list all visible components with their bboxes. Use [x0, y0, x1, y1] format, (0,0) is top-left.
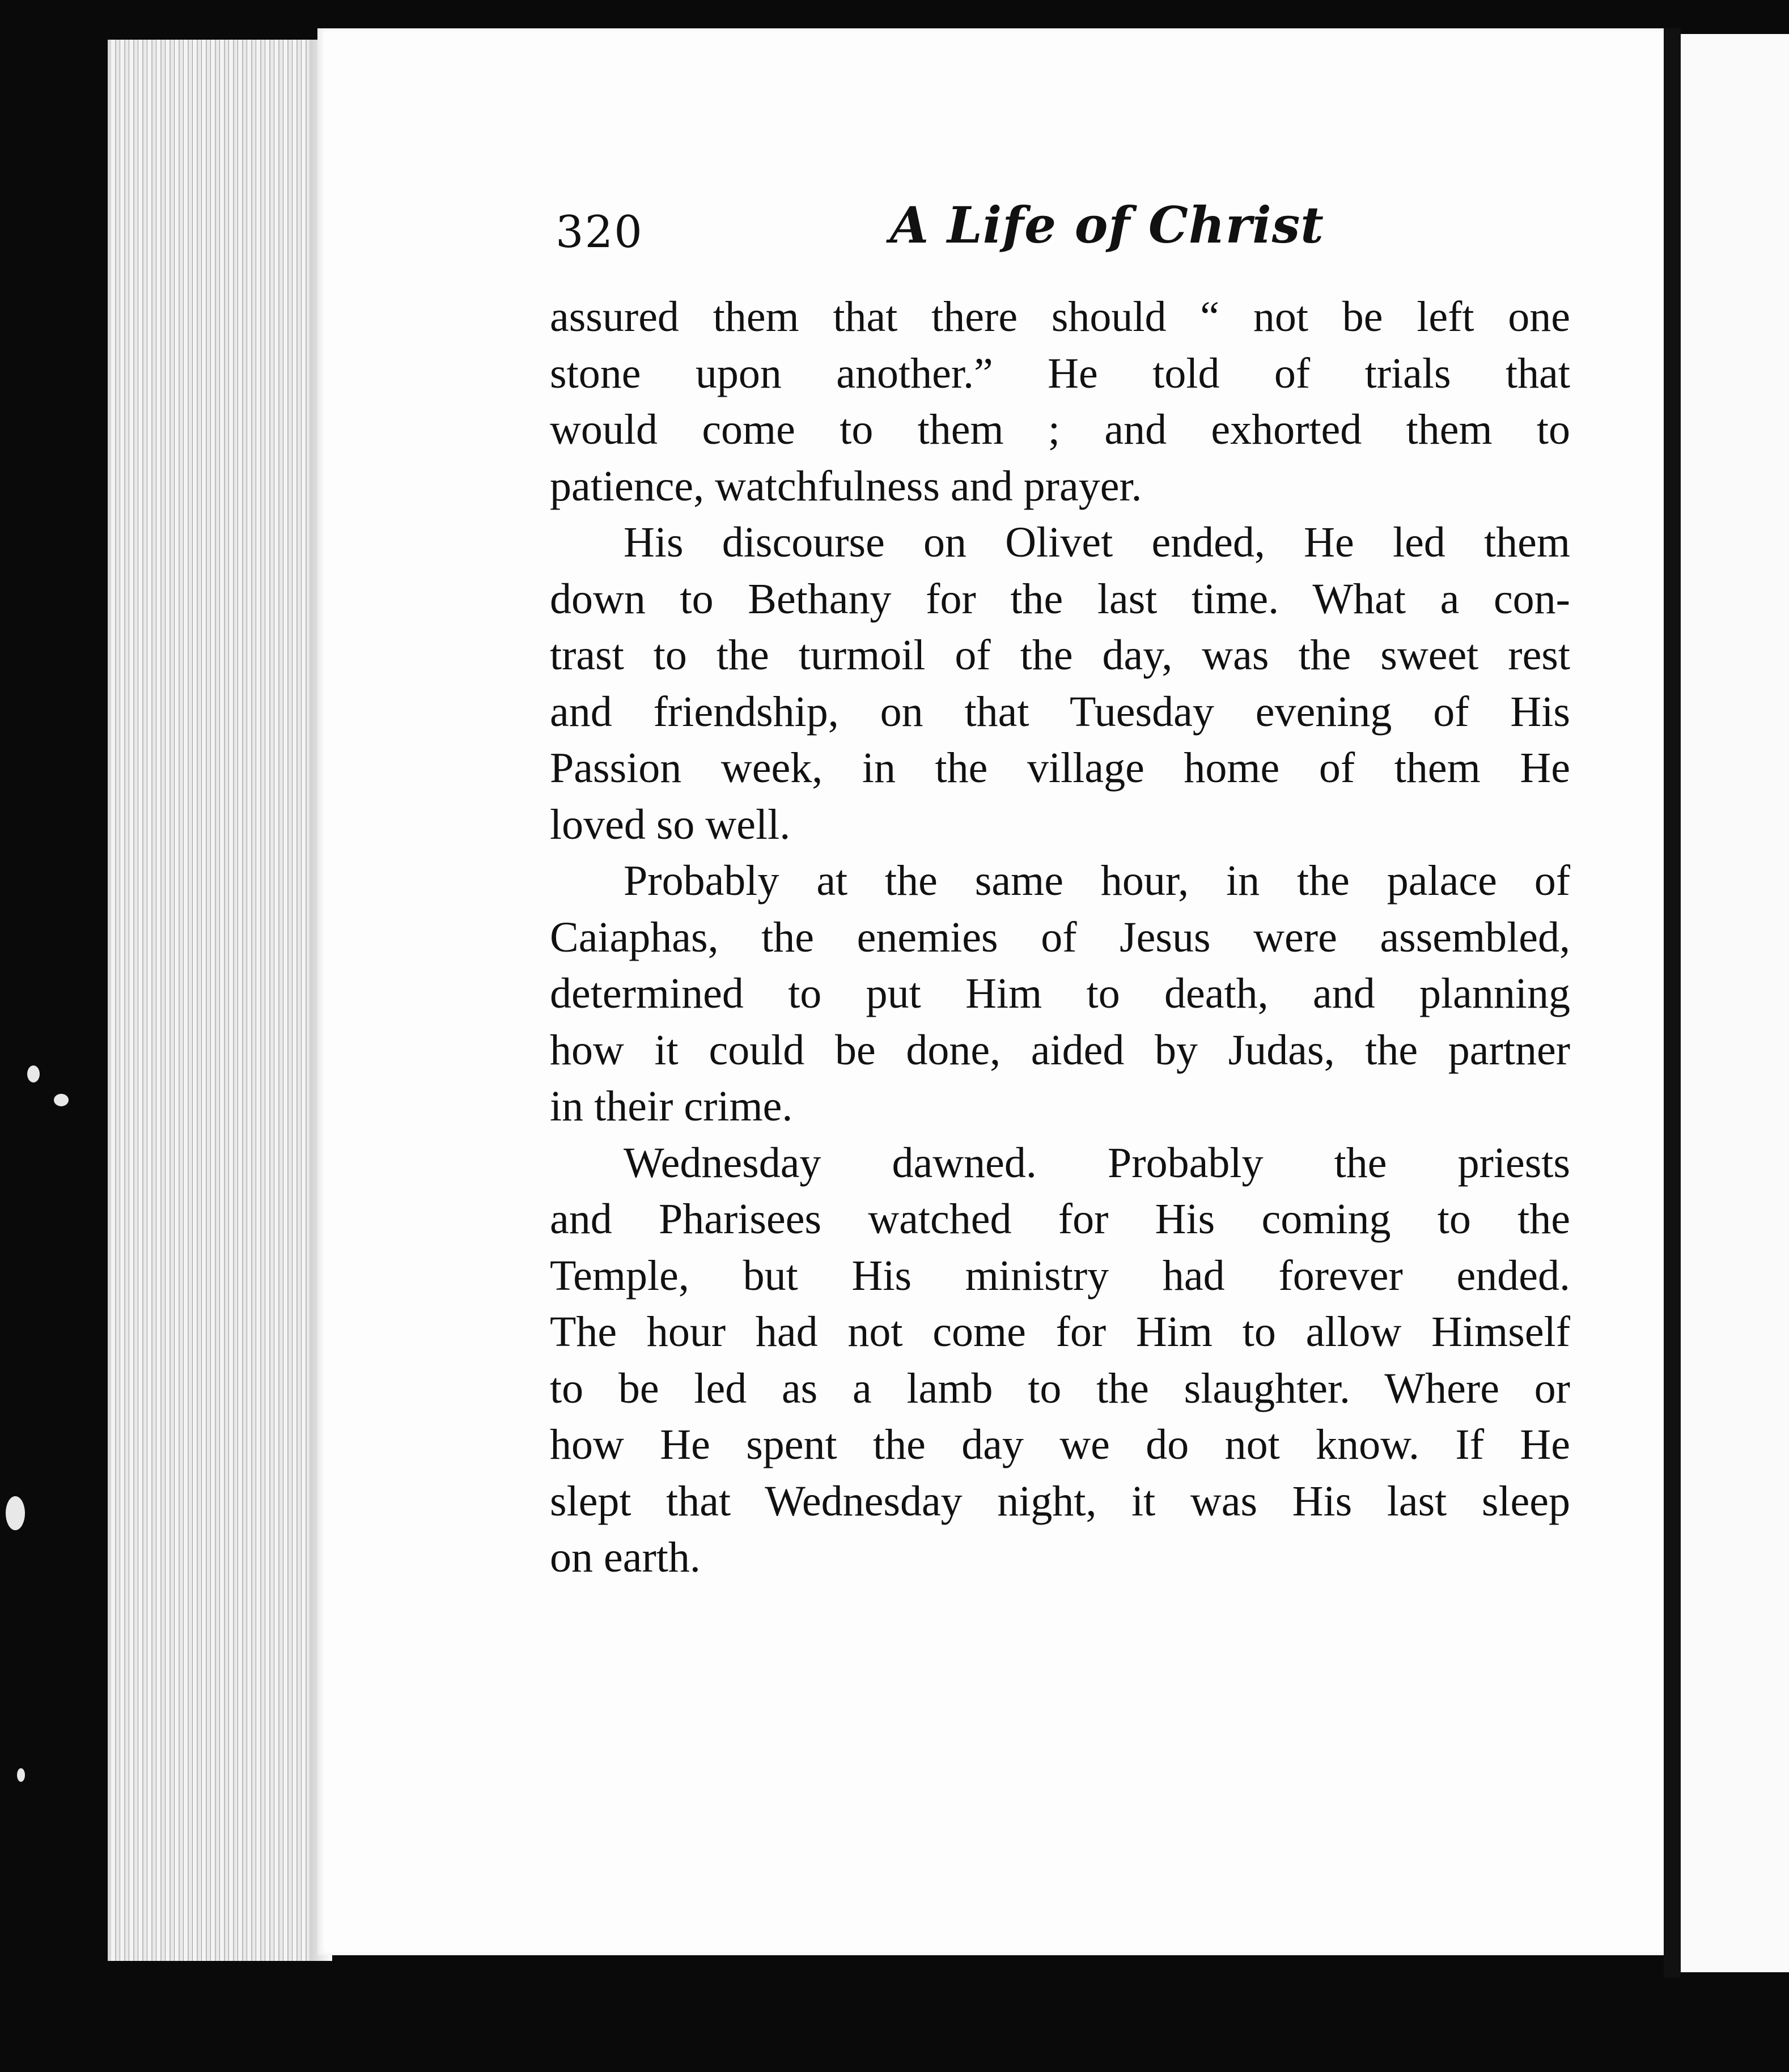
text-line: and Pharisees watched for His coming to the	[550, 1195, 1570, 1243]
margin-speck	[54, 1094, 69, 1106]
text-line: on earth.	[550, 1534, 701, 1581]
paragraph	[550, 1135, 1570, 1586]
margin-speck	[27, 1065, 40, 1082]
text-line: The hour had not come for Him to allow Himself	[550, 1308, 1570, 1356]
text-line: Wednesday dawned. Probably the priests	[624, 1139, 1570, 1187]
text-line: down to Bethany for the last time. What a con-	[550, 575, 1570, 623]
text-line: His discourse on Olivet ended, He led them	[624, 519, 1570, 566]
paragraph	[550, 515, 1570, 853]
book-gutter	[1664, 28, 1681, 1978]
text-line: Caiaphas, the enemies of Jesus were assembled,	[550, 913, 1570, 961]
stacked-page-edges	[108, 40, 332, 1961]
text-line: and friendship, on that Tuesday evening of His	[550, 687, 1570, 736]
book-title: A Life of Christ	[890, 196, 1324, 254]
paragraph	[550, 289, 1570, 515]
text-line: would come to them ; and exhorted them to	[550, 406, 1570, 453]
text-line: slept that Wednesday night, it was His last sleep	[550, 1477, 1570, 1525]
text-line: trast to the turmoil of the day, was the sweet rest	[550, 631, 1570, 679]
page-number: 320	[556, 207, 643, 258]
text-line: patience, watchfulness and prayer.	[550, 462, 1142, 510]
margin-speck	[17, 1768, 25, 1782]
text-line: in their crime.	[550, 1082, 793, 1130]
margin-speck	[6, 1496, 25, 1530]
text-line: how He spent the day we do not know. If He	[550, 1421, 1570, 1468]
body-text	[550, 289, 1570, 1586]
text-line: assured them that there should “ not be left one	[550, 293, 1570, 341]
running-head	[556, 196, 1570, 264]
text-line: how it could be done, aided by Judas, the partner	[550, 1026, 1570, 1074]
text-line: determined to put Him to death, and planning	[550, 970, 1570, 1017]
text-line: loved so well.	[550, 800, 791, 848]
facing-page-edge	[1681, 34, 1789, 1972]
text-line: to be led as a lamb to the slaughter. Where or	[550, 1364, 1570, 1412]
text-line: Probably at the same hour, in the palace of	[624, 857, 1570, 905]
text-line: stone upon another.” He told of trials that	[550, 349, 1570, 397]
text-line: Temple, but His ministry had forever ended.	[550, 1251, 1570, 1300]
text-line: Passion week, in the village home of them He	[550, 744, 1570, 792]
paragraph	[550, 853, 1570, 1135]
